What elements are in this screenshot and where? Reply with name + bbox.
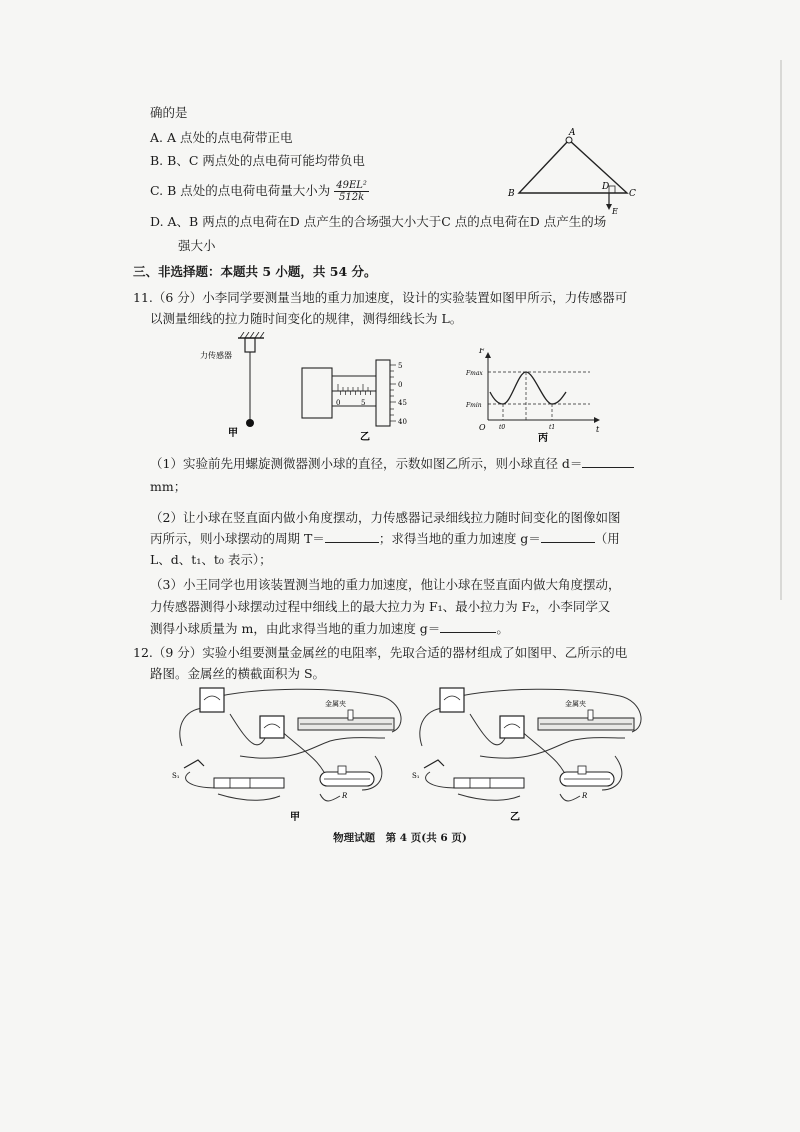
thimble-40: 40 [398,418,407,426]
caption-circuit-jia: 甲 [290,812,300,823]
switch-label: S₁ [172,772,180,780]
thimble-0: 0 [398,381,403,389]
triangle-figure [505,128,640,218]
answer-blank-period[interactable] [325,530,379,543]
origin-label: O [479,423,486,432]
label-e: E [612,207,618,216]
q10-lead: 确的是 [150,105,188,120]
y-axis-label: F [479,348,485,355]
answer-blank-g-large-angle[interactable] [440,620,496,633]
q11-part2-text-a: 丙所示，则小球摆动的周期 T＝ [150,531,325,546]
q11-part1-text: （1）实验前先用螺旋测微器测小球的直径，示数如图乙所示，则小球直径 d＝ [150,456,583,471]
figure-bing-force-time-graph [466,348,606,444]
q11-part1-line2: mm； [150,479,187,494]
q10-option-c-text: C. B 点处的点电荷电荷量大小为 [150,183,331,198]
q10-option-a: A. A 点处的点电荷带正电 [150,130,293,145]
q10-option-b: B. B、C 两点处的点电荷可能均带负电 [150,153,365,168]
ceiling-hatching [240,332,264,338]
main-scale-0: 0 [336,399,341,407]
thimble-5: 5 [398,362,403,370]
q11-part2-line3: L、d、t₁、t₀ 表示）； [150,552,272,567]
switch-label: S₁ [412,772,420,780]
switch-s1 [184,760,204,768]
answer-blank-g[interactable] [541,530,595,543]
metal-clip [348,710,353,720]
pendulum-ball [246,419,254,427]
fmin-label: Fmin [466,402,482,409]
q12-stem-line2: 路图。金属丝的横截面积为 S。 [150,666,326,681]
fraction-denominator: 512k [338,192,365,203]
frame-anvil [302,368,332,418]
force-sensor [245,338,255,352]
clip-label: 金属夹 [565,700,586,708]
main-scale-5: 5 [361,399,366,407]
q10-option-d-line2: 强大小 [178,238,216,253]
q10-option-c-fraction [334,180,369,203]
q11-stem-line2: 以测量细线的拉力随时间变化的规律，测得细线长为 L。 [150,311,463,326]
caption-jia: 甲 [228,428,238,439]
label-c: C [629,189,636,199]
figure-yi-micrometer [300,356,415,444]
q11-part1-line1 [150,455,634,473]
fmax-label: Fmax [466,370,483,377]
q11-part3-suffix: 。 [496,621,509,636]
x-axis-label: t [596,425,600,434]
label-d: D [602,182,610,192]
q11-part3-text: 测得小球质量为 m，由此求得当地的重力加速度 g＝ [150,621,441,636]
thimble [376,360,390,426]
thimble-45: 45 [398,399,407,407]
caption-yi: 乙 [360,432,370,443]
circuit-jia [170,686,410,826]
label-b: B [508,189,515,199]
voltmeter [200,688,224,712]
answer-blank-d[interactable] [582,455,634,468]
rheostat-label: R [342,792,348,800]
q11-part2-line2 [150,530,620,548]
q10-option-d-line1: D. A、B 两点的点电荷在D 点产生的合场强大小大于C 点的点电荷在D 点产生的场 [150,214,607,229]
rheostat-label: R [582,792,588,800]
t-axis-arrow [594,417,600,423]
battery-pack [454,778,524,788]
t0-label: t0 [499,424,506,431]
q11-part3-line2: 力传感器测得小球摆动过程中细线上的最大拉力为 F₁、最小拉力为 F₂，小李同学又 [150,599,611,614]
q11-part2-text-b: ；求得当地的重力加速度 g＝ [378,531,541,546]
sensor-label: 力传感器 [200,351,232,360]
q12-stem-line1: 12.（9 分）实验小组要测量金属丝的电阻率，先取合适的器材组成了如图甲、乙所示的电 [133,645,628,660]
battery-pack [214,778,284,788]
q11-part2-text-c: （用 [594,531,620,546]
scan-edge-shadow [780,60,782,600]
f-axis-arrow [485,352,491,358]
caption-bing: 丙 [538,433,548,444]
voltmeter [440,688,464,712]
q11-part2-line1: （2）让小球在竖直面内做小角度摆动，力传感器记录细线拉力随时间变化的图像如图 [150,510,621,525]
thimble-ticks [390,365,396,421]
main-scale-ticks [338,384,371,395]
q11-part3-line1: （3）小王同学也用该装置测当地的重力加速度，他让小球在竖直面内做大角度摆动， [150,577,621,592]
label-a: A [569,128,576,138]
fraction-numerator: 49EL² [336,180,367,191]
q11-part3-line3 [150,620,509,638]
switch-s1 [424,760,444,768]
metal-clip [588,710,593,720]
q10-option-c [150,180,369,203]
ammeter [500,716,524,738]
section-3-heading: 三、非选择题：本题共 5 小题，共 54 分。 [133,264,377,279]
caption-circuit-yi: 乙 [510,812,520,823]
rheostat-slider [578,766,586,774]
rheostat-slider [338,766,346,774]
ammeter [260,716,284,738]
clip-label: 金属夹 [325,700,346,708]
force-curve [490,372,566,404]
circuit-yi [410,686,650,826]
page-footer: 物理试题 第 4 页(共 6 页) [333,832,467,844]
t1-label: t1 [549,424,556,431]
figure-jia-pendulum [200,332,300,440]
q11-stem-line1: 11.（6 分）小李同学要测量当地的重力加速度，设计的实验装置如图甲所示，力传感器可 [133,290,628,305]
triangle-abc [519,140,627,193]
right-angle-mark [609,186,615,193]
